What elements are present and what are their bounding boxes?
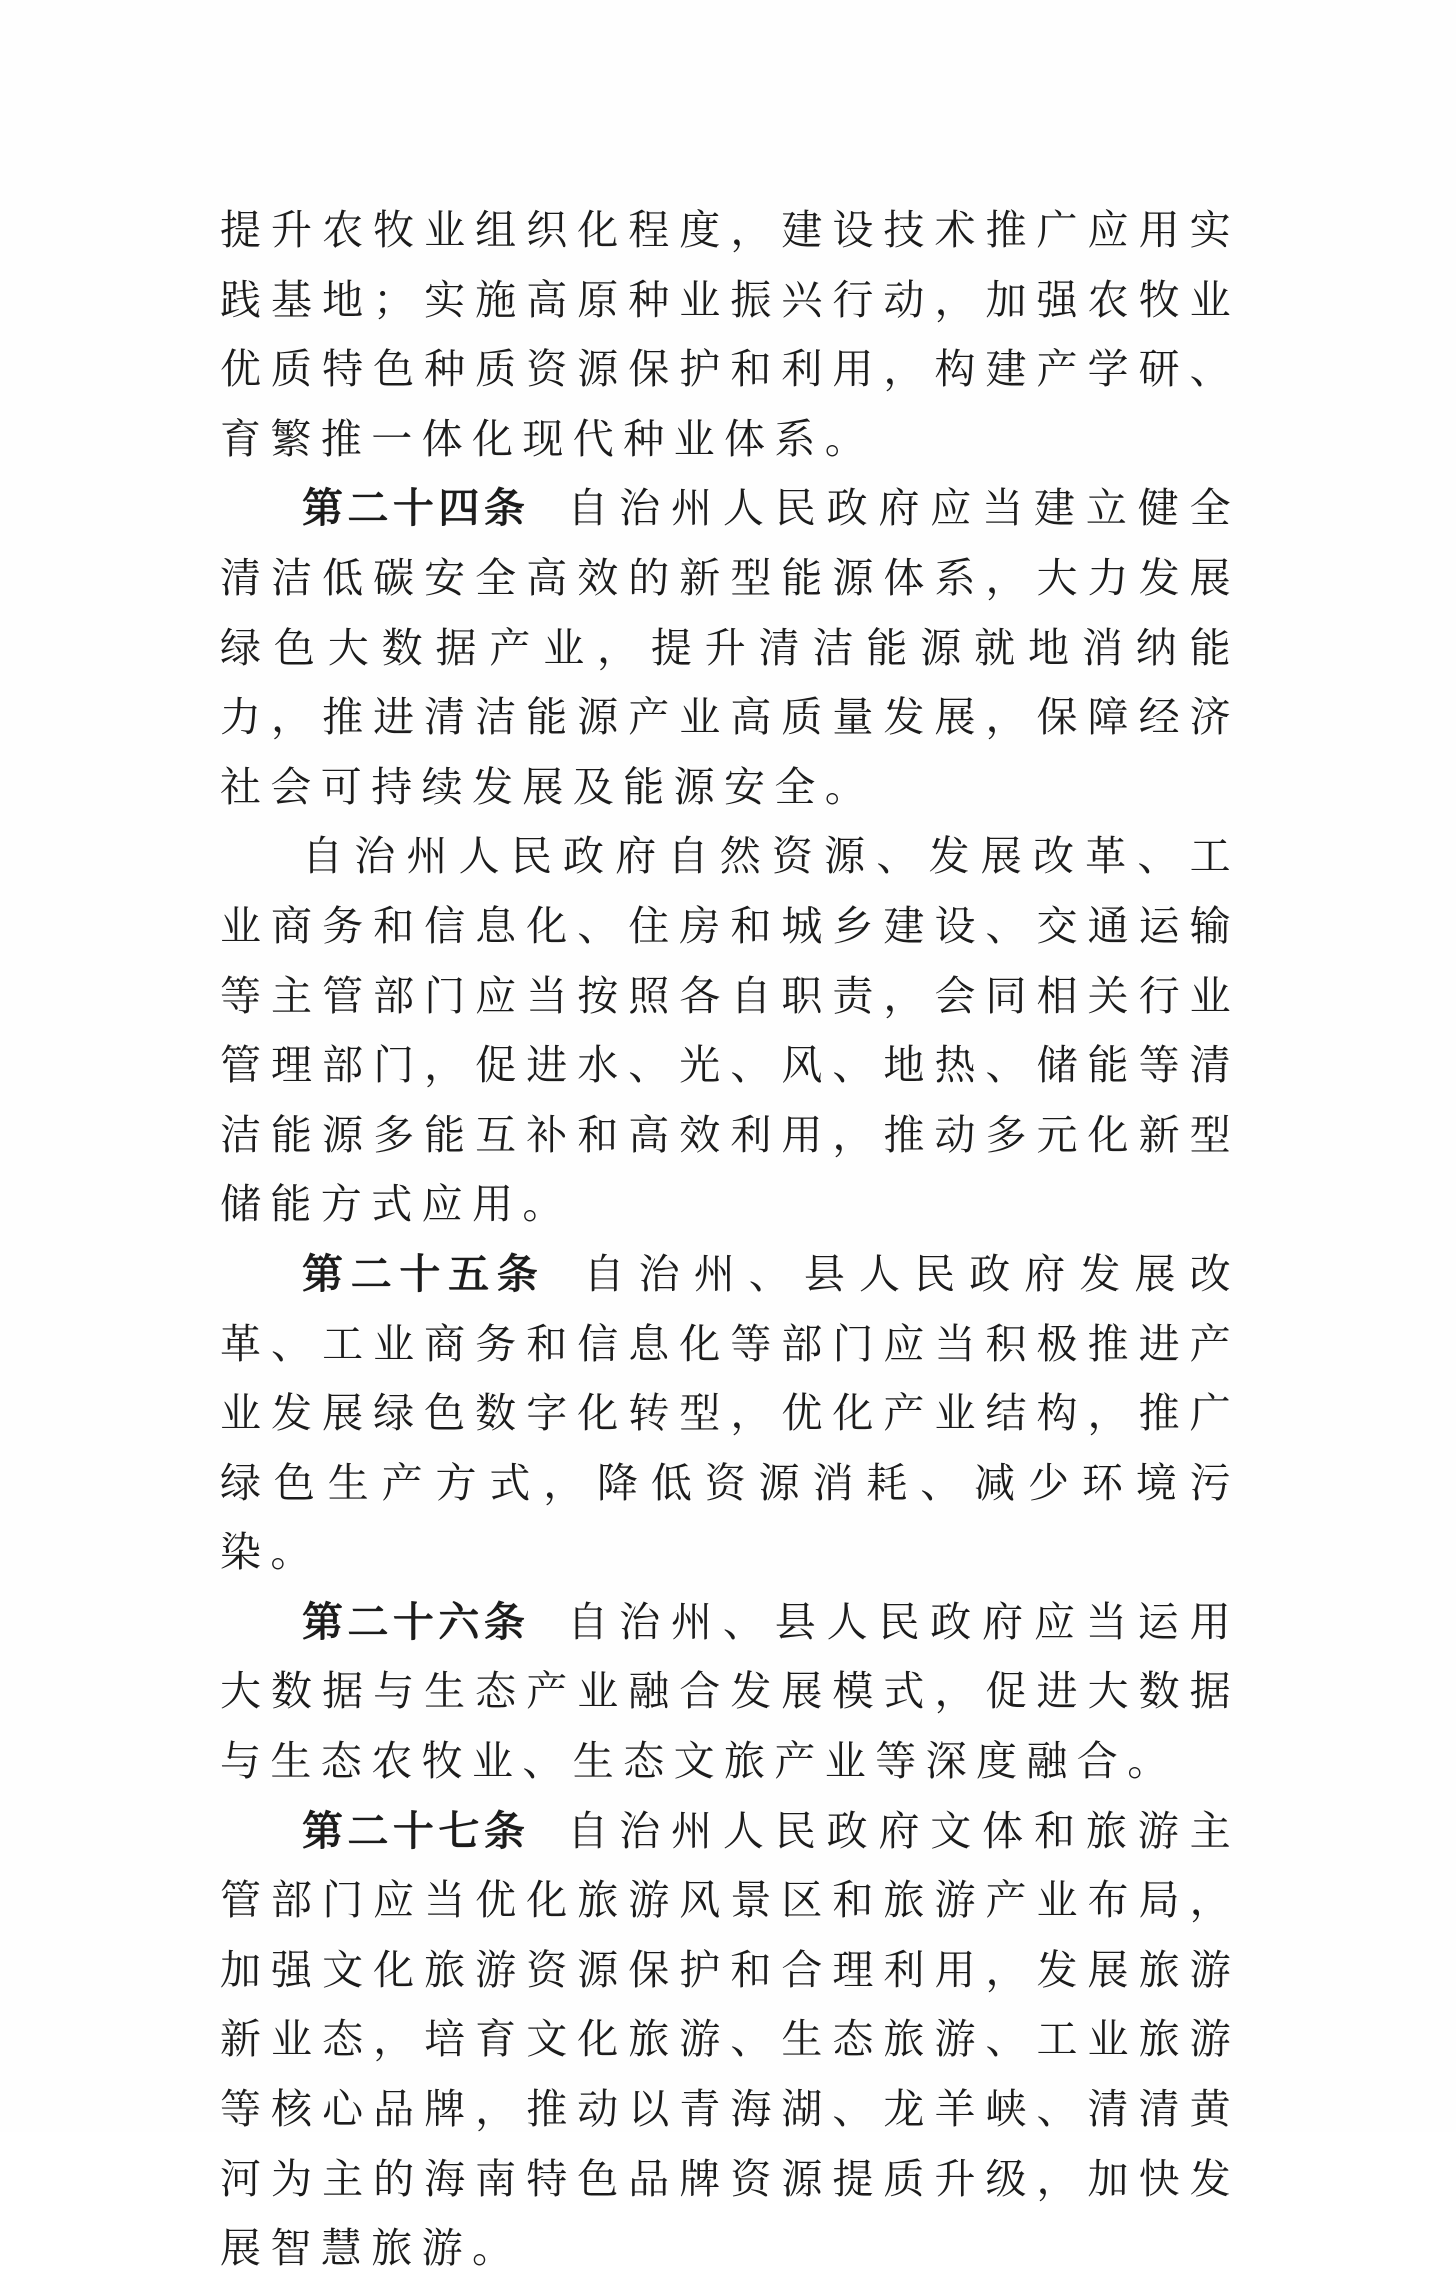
article-25: [220, 1240, 1240, 1588]
article-26: [220, 1588, 1240, 1797]
article-number: 第二十六条: [302, 1597, 530, 1646]
paragraph-text: 自治州人民政府自然资源、发展改革、工业商务和信息化、住房和城乡建设、交通运输等主管部门应当按照各自职责，会同相关行业管理部门，促进水、光、风、地热、储能等清洁能源多能互补和高效利用，推动多元化新型储能方式应用。: [220, 832, 1240, 1229]
paragraph-text: 自治州、县人民政府应当运用大数据与生态产业融合发展模式，促进大数据与生态农牧业、生态文旅产业等深度融合。: [220, 1597, 1240, 1786]
paragraph-text: 自治州人民政府文体和旅游主管部门应当优化旅游风景区和旅游产业布局，加强文化旅游资源保护和合理利用，发展旅游新业态，培育文化旅游、生态旅游、工业旅游等核心品牌，推动以青海湖、龙羊峡、清清黄河为主的海南特色品牌资源提质升级，加快发展智慧旅游。: [220, 1806, 1240, 2273]
article-number: 第二十七条: [302, 1806, 530, 1855]
article-number: 第二十五条: [302, 1249, 546, 1298]
paragraph-text: 自治州、县人民政府发展改革、工业商务和信息化等部门应当积极推进产业发展绿色数字化转型，优化产业结构，推广绿色生产方式，降低资源消耗、减少环境污染。: [220, 1249, 1240, 1577]
article-24: [220, 474, 1240, 822]
document-body: [220, 196, 1240, 2284]
paragraph-text: 提升农牧业组织化程度，建设技术推广应用实践基地；实施高原种业振兴行动，加强农牧业优质特色种质资源保护和利用，构建产学研、育繁推一体化现代种业体系。: [220, 206, 1240, 463]
article-number: 第二十四条: [302, 484, 530, 533]
article-27: [220, 1797, 1240, 2284]
paragraph-text: 自治州人民政府应当建立健全清洁低碳安全高效的新型能源体系，大力发展绿色大数据产业，提升清洁能源就地消纳能力，推进清洁能源产业高质量发展，保障经济社会可持续发展及能源安全。: [220, 484, 1240, 811]
paragraph-continuation: [220, 196, 1240, 474]
article-24-clause-2: [220, 822, 1240, 1240]
